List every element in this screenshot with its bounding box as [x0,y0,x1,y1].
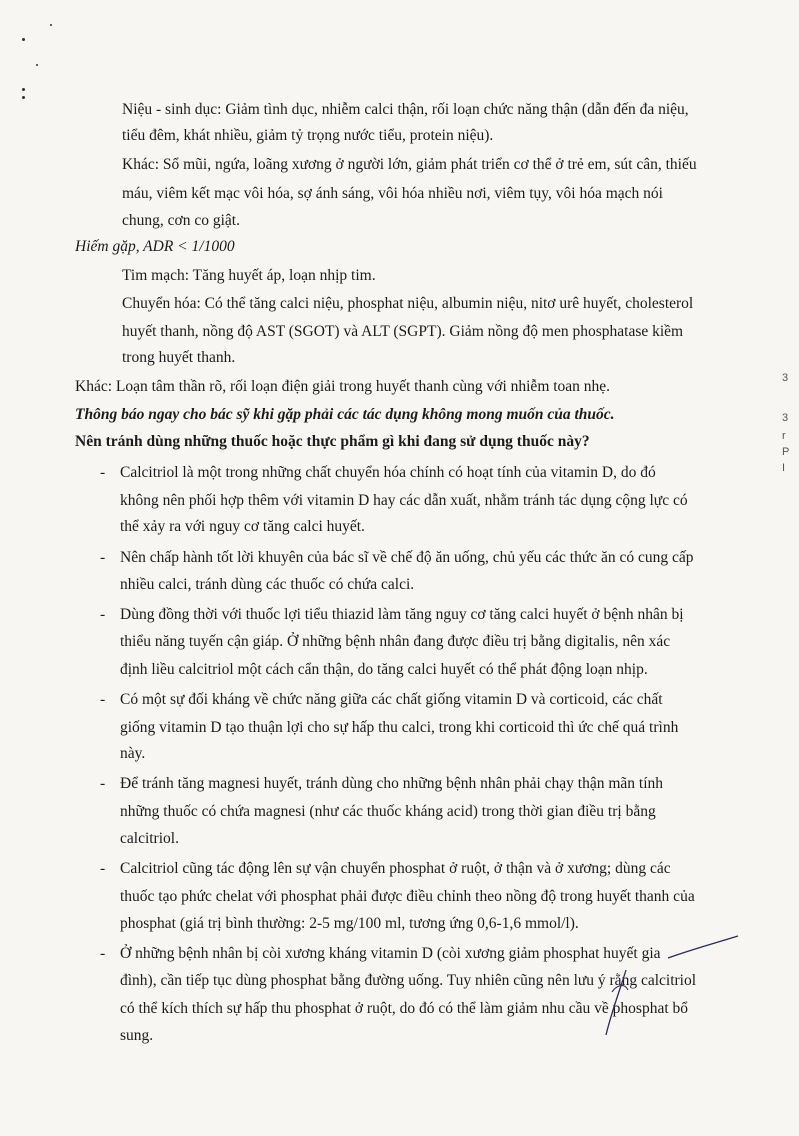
text-line: huyết thanh, nồng độ AST (SGOT) và ALT (SGPT). Giảm nồng độ men phosphatase kiềm [122,323,684,340]
bullet-line: Dùng đồng thời với thuốc lợi tiểu thiazid làm tăng nguy cơ tăng calci huyết ở bệnh nhân bị [120,606,684,623]
text-line-genitourinary: Niệu - sinh dục: Giảm tình dục, nhiễm calci thận, rối loạn chức năng thận (dẫn đến đa niệu, [122,101,689,118]
text-line: trong huyết thanh. [122,349,236,366]
section-heading-interactions: Nên tránh dùng những thuốc hoặc thực phẩm gì khi đang sử dụng thuốc này? [75,433,590,450]
notify-doctor-notice: Thông báo ngay cho bác sỹ khi gặp phải các tác dụng không mong muốn của thuốc. [75,406,615,423]
bullet-line: calcitriol. [120,830,179,847]
text-line: tiểu đêm, khát nhiều, giảm tỷ trọng nước tiểu, protein niệu). [122,127,494,144]
text-line: chung, cơn co giật. [122,212,240,229]
bullet-dash: - [100,464,106,481]
bullet-dash: - [100,606,106,623]
bullet-line: Nên chấp hành tốt lời khuyên của bác sĩ về chế độ ăn uống, chủ yếu các thức ăn có cung cấp [120,549,694,566]
bullet-line: phosphat (giá trị bình thường: 2-5 mg/100 ml, tương ứng 0,6-1,6 mmol/l). [120,915,579,932]
rare-heading: Hiếm gặp, ADR < 1/1000 [75,238,235,255]
bullet-line: thể xảy ra với nguy cơ tăng calci huyết. [120,518,365,535]
bullet-line: những thuốc có chứa magnesi (như các thuốc kháng acid) trong thời gian điều trị bằng [120,803,656,820]
bullet-line: sung. [120,1027,154,1044]
bullet-dash: - [100,549,106,566]
edge-mark: P [782,446,790,458]
bullet-line: thuốc tạo phức chelat với phosphat phải được điều chỉnh theo nồng độ trong huyết thanh của [120,888,695,905]
bullet-line: thiểu năng tuyến cận giáp. Ở những bệnh nhân đang được điều trị bằng digitalis, nên xác [120,633,671,650]
edge-mark: 3 [782,372,789,384]
text-line-other-rare: Khác: Loạn tâm thần rõ, rối loạn điện giải trong huyết thanh cùng với nhiễm toan nhẹ. [75,378,611,395]
text-line-cardiovascular: Tim mạch: Tăng huyết áp, loạn nhịp tim. [122,267,376,284]
bullet-line: Để tránh tăng magnesi huyết, tránh dùng cho những bệnh nhân phải chạy thận mãn tính [120,775,664,792]
edge-mark: 3 [782,412,789,424]
text-line-other: Khác: Sổ mũi, ngứa, loãng xương ở người lớn, giảm phát triển cơ thể ở trẻ em, sút cân, thiếu [122,156,697,173]
bullet-line: Ở những bệnh nhân bị còi xương kháng vitamin D (còi xương giảm phosphat huyết gia [120,945,661,962]
text-line: máu, viêm kết mạc vôi hóa, sợ ánh sáng, vôi hóa nhiều nơi, viêm tụy, vôi hóa mạch nói [122,185,663,202]
bullet-dash: - [100,775,106,792]
bullet-dash: - [100,691,106,708]
bullet-line: có thể kích thích sự hấp thu phosphat ở ruột, do đó có thể làm giảm nhu cầu về phosphat bổ [120,1000,689,1017]
bullet-line: định liều calcitriol một cách cẩn thận, do tăng calci huyết có thể phát động loạn nhịp. [120,661,648,678]
bullet-dash: - [100,945,106,962]
bullet-line: Calcitriol cũng tác động lên sự vận chuyển phosphat ở ruột, ở thận và ở xương; dùng các [120,860,671,877]
bullet-dash: - [100,860,106,877]
bullet-line: giống vitamin D tạo thuận lợi cho sự hấp thu calci, trong khi corticoid thì ức chế quá trình [120,719,679,736]
bullet-line: không nên phối hợp thêm với vitamin D hay các dẫn xuất, nhằm tránh tác dụng cộng lực có [120,492,688,509]
bullet-line: đình), cần tiếp tục dùng phosphat bằng đường uống. Tuy nhiên cũng nên lưu ý rằng calcitriol [120,972,697,989]
text-line-metabolism: Chuyển hóa: Có thể tăng calci niệu, phosphat niệu, albumin niệu, nitơ urê huyết, cholesterol [122,295,694,312]
bullet-line: Có một sự đối kháng về chức năng giữa các chất giống vitamin D và corticoid, các chất [120,691,663,708]
bullet-line: Calcitriol là một trong những chất chuyển hóa chính có hoạt tính của vitamin D, do đó [120,464,656,481]
edge-mark: I [782,462,786,474]
bullet-line: này. [120,745,146,762]
bullet-line: nhiều calci, tránh dùng các thuốc có chứa calci. [120,576,415,593]
edge-mark: r [782,430,786,442]
